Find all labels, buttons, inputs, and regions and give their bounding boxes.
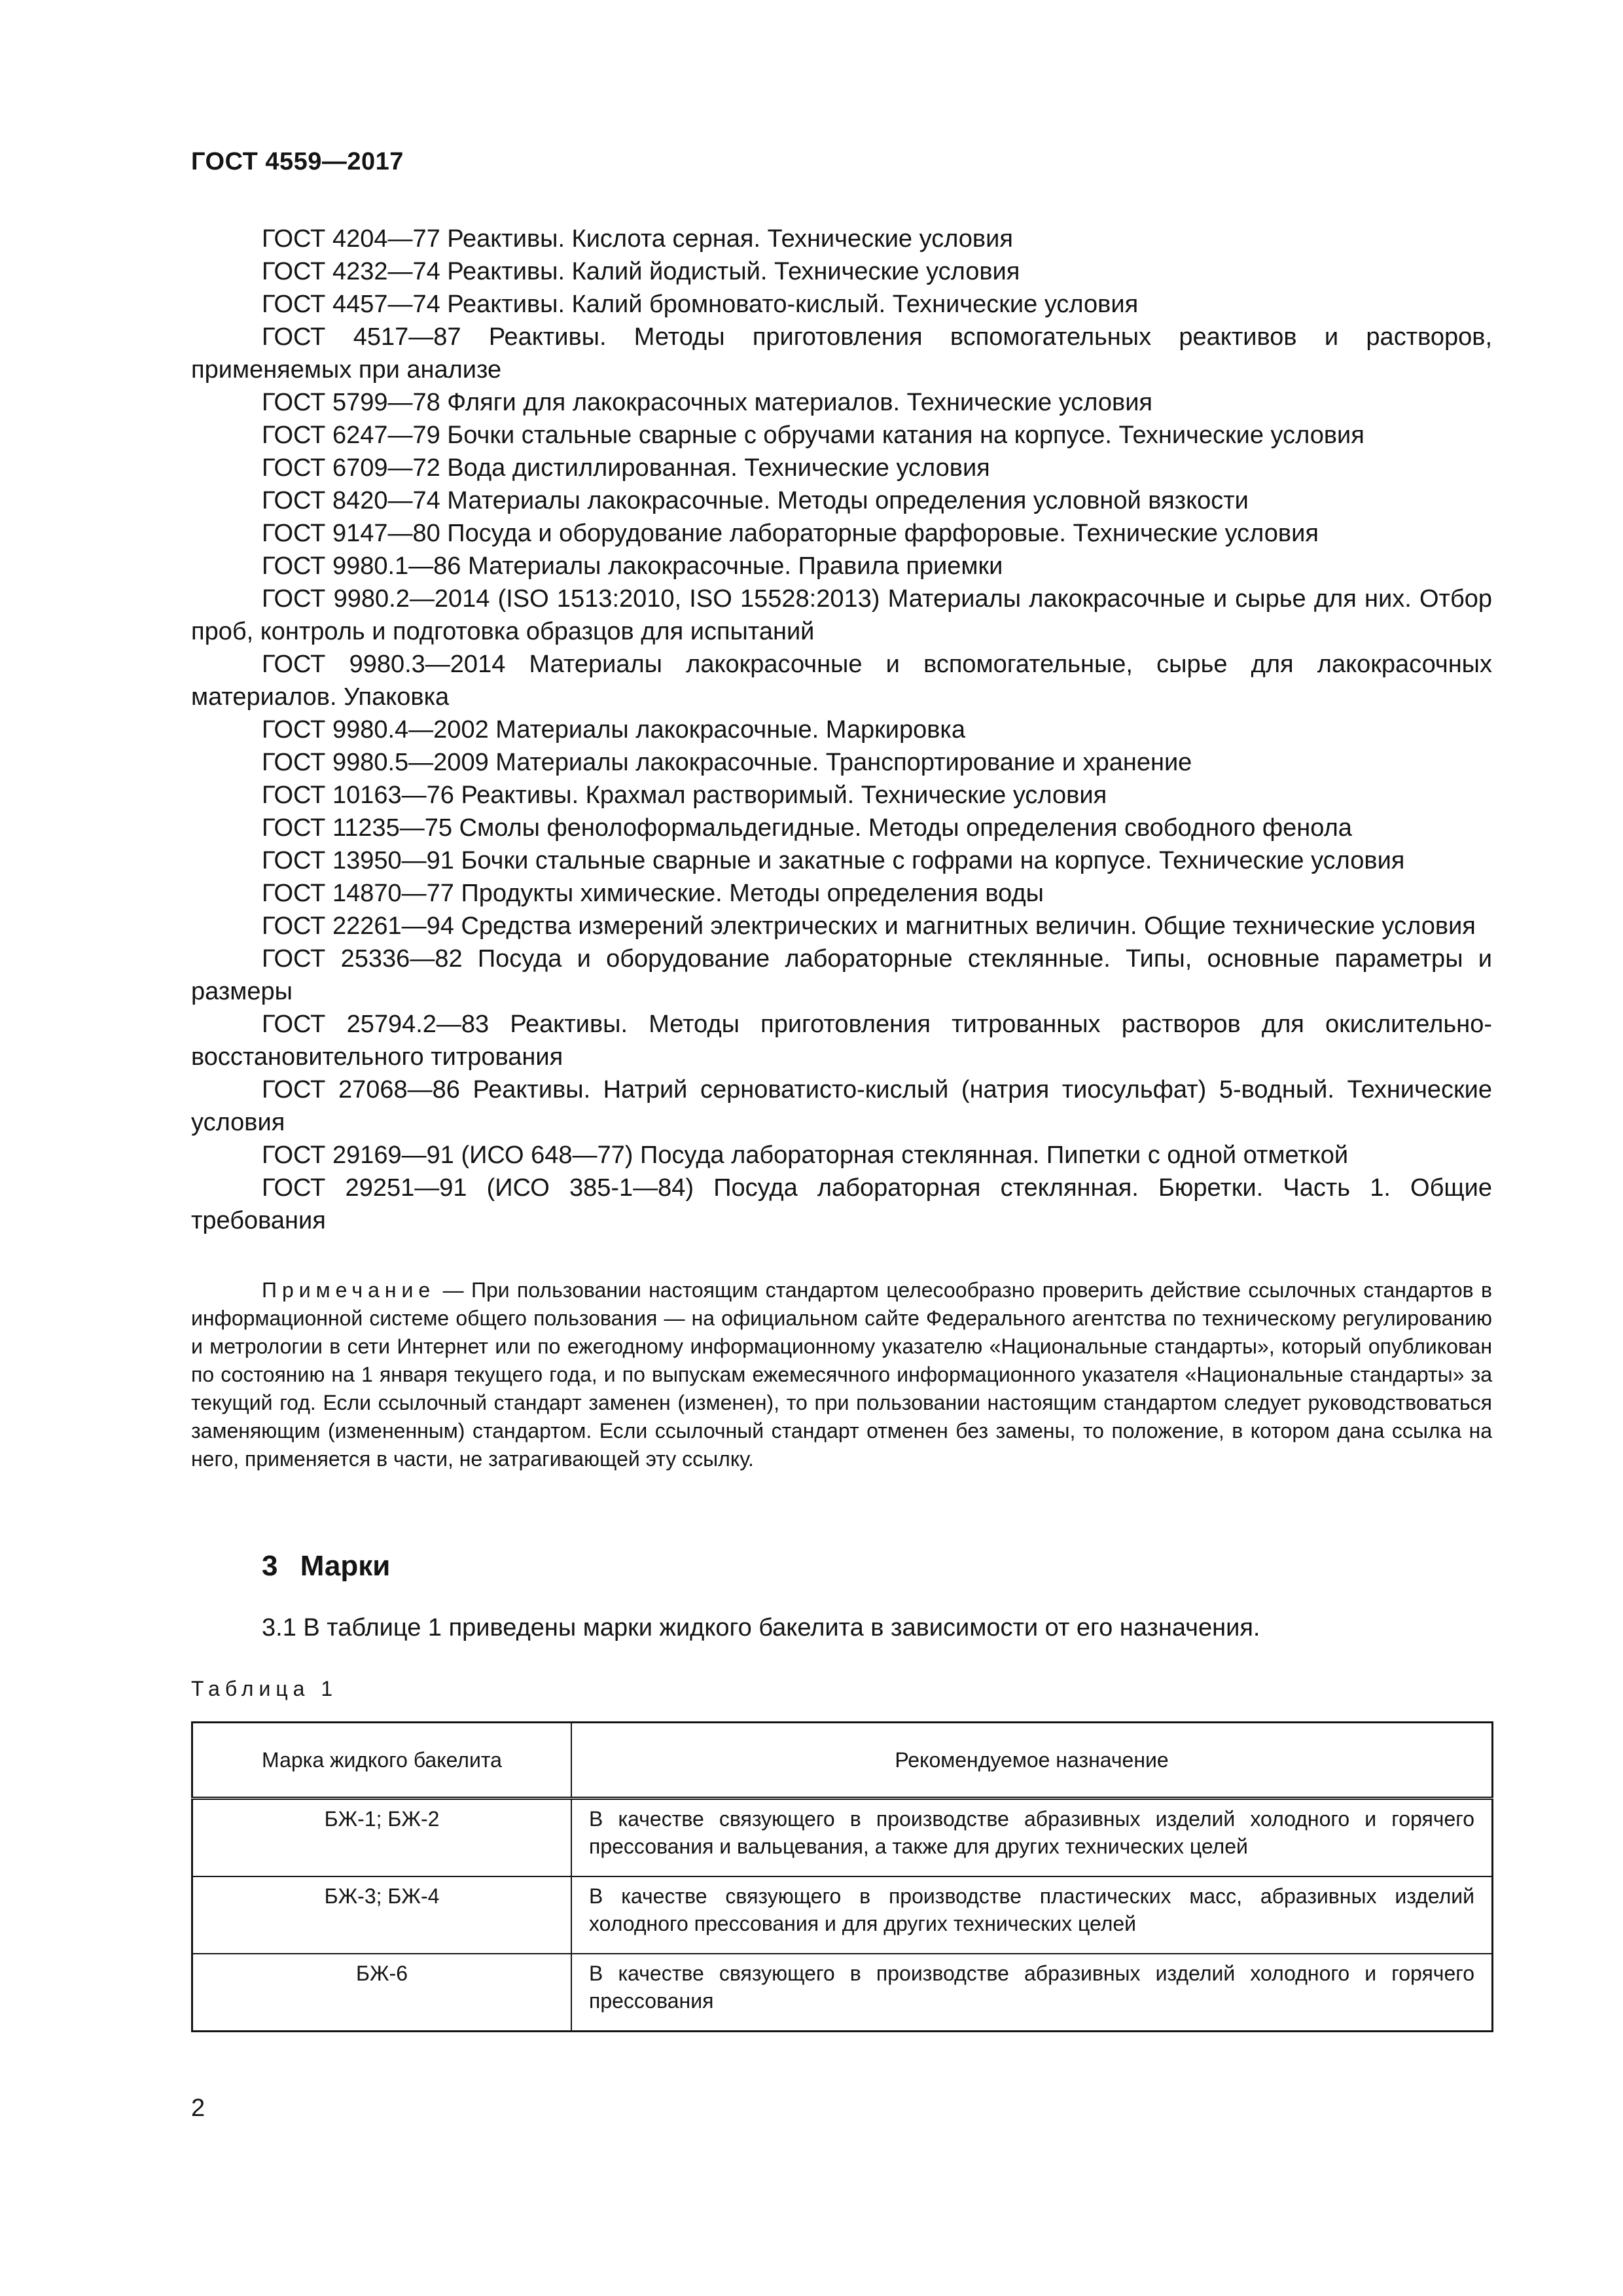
purpose-cell: В качестве связующего в производстве абразивных изделий холодного и горячего прессования (571, 1954, 1493, 2032)
purpose-cell: В качестве связующего в производстве пластических масс, абразивных изделий холодного прессования и для других технических целей (571, 1876, 1493, 1954)
reference-item: ГОСТ 4204—77 Реактивы. Кислота серная. Технические условия (262, 225, 1013, 253)
normative-references-list (191, 223, 1492, 1237)
reference-item: ГОСТ 25336—82 Посуда и оборудование лабораторные стеклянные. Типы, основные параметры и размеры (191, 945, 1492, 1005)
reference-item: ГОСТ 13950—91 Бочки стальные сварные и закатные с гофрами на корпусе. Технические условия (262, 847, 1405, 874)
section-heading (262, 1550, 390, 1583)
table-row (192, 1876, 1493, 1954)
reference-item: ГОСТ 22261—94 Средства измерений электрических и магнитных величин. Общие технические условия (262, 912, 1476, 940)
note-label: Примечание (262, 1278, 436, 1302)
reference-item: ГОСТ 8420—74 Материалы лакокрасочные. Методы определения условной вязкости (262, 487, 1249, 514)
reference-item: ГОСТ 6709—72 Вода дистиллированная. Технические условия (262, 454, 990, 482)
reference-item: ГОСТ 9980.2—2014 (ISO 1513:2010, ISO 15528:2013) Материалы лакокрасочные и сырье для них. Отбор проб, контроль и подготовка образцов для испытаний (191, 585, 1492, 645)
reference-item: ГОСТ 9147—80 Посуда и оборудование лабораторные фарфоровые. Технические условия (262, 520, 1319, 547)
table-row (192, 1799, 1493, 1877)
reference-item: ГОСТ 25794.2—83 Реактивы. Методы приготовления титрованных растворов для окислительно-восстановительного титрования (191, 1011, 1492, 1071)
page-number: 2 (191, 2094, 205, 2122)
reference-item: ГОСТ 4517—87 Реактивы. Методы приготовления вспомогательных реактивов и растворов, применяемых при анализе (191, 323, 1492, 384)
grade-cell: БЖ-1; БЖ-2 (192, 1799, 572, 1877)
reference-item: ГОСТ 29251—91 (ИСО 385-1—84) Посуда лабораторная стеклянная. Бюретки. Часть 1. Общие требования (191, 1174, 1492, 1234)
reference-item: ГОСТ 5799—78 Фляги для лакокрасочных материалов. Технические условия (262, 389, 1153, 416)
reference-item: ГОСТ 10163—76 Реактивы. Крахмал растворимый. Технические условия (262, 781, 1107, 809)
reference-item: ГОСТ 29169—91 (ИСО 648—77) Посуда лабораторная стеклянная. Пипетки с одной отметкой (262, 1141, 1349, 1169)
note-paragraph (191, 1276, 1492, 1473)
reference-item: ГОСТ 14870—77 Продукты химические. Методы определения воды (262, 880, 1044, 907)
grade-cell: БЖ-6 (192, 1954, 572, 2032)
grade-cell: БЖ-3; БЖ-4 (192, 1876, 572, 1954)
reference-item: ГОСТ 27068—86 Реактивы. Натрий серноватисто-кислый (натрия тиосульфат) 5-водный. Технические условия (191, 1076, 1492, 1136)
reference-item: ГОСТ 9980.4—2002 Материалы лакокрасочные. Маркировка (262, 716, 966, 744)
reference-item: ГОСТ 9980.3—2014 Материалы лакокрасочные и вспомогательные, сырье для лакокрасочных материалов. Упаковка (191, 651, 1492, 711)
table-header-row (192, 1723, 1493, 1799)
reference-item: ГОСТ 4232—74 Реактивы. Калий йодистый. Технические условия (262, 258, 1020, 285)
bakelite-grades-table (191, 1721, 1493, 2032)
table-caption: Таблица 1 (191, 1677, 338, 1700)
header-grade: Марка жидкого бакелита (192, 1723, 572, 1799)
header-purpose: Рекомендуемое назначение (571, 1723, 1493, 1799)
note-text: — При пользовании настоящим стандартом целесообразно проверить действие ссылочных стандартов в информационной системе общего пользования — на официальном сайте Федерального агентства по техническому регулированию и метрологии в сети Интернет или по ежегодному информационному указателю «Национальные стандарты», который опубликован по состоянию на 1 января текущего года, и по выпускам ежемесячного информационного указателя «Национальные стандарты» за текущий год. Если ссылочный стандарт заменен (изменен), то при пользовании настоящим стандартом следует руководствоваться заменяющим (измененным) стандартом. Если ссылочный стандарт отменен без замены, то положение, в котором дана ссылка на него, применяется в части, не затрагивающей эту ссылку. (191, 1278, 1493, 1471)
reference-item: ГОСТ 6247—79 Бочки стальные сварные с обручами катания на корпусе. Технические условия (262, 422, 1364, 449)
purpose-cell: В качестве связующего в производстве абразивных изделий холодного и горячего прессования и вальцевания, а также для других технических целей (571, 1799, 1493, 1877)
reference-item: ГОСТ 9980.5—2009 Материалы лакокрасочные. Транспортирование и хранение (262, 749, 1192, 776)
table-row (192, 1954, 1493, 2032)
section-number: 3 (262, 1550, 278, 1582)
reference-item: ГОСТ 9980.1—86 Материалы лакокрасочные. Правила приемки (262, 552, 1003, 580)
document-header: ГОСТ 4559—2017 (191, 148, 404, 175)
section-title: Марки (300, 1550, 391, 1582)
reference-item: ГОСТ 11235—75 Смолы фенолоформальдегидные. Методы определения свободного фенола (262, 814, 1352, 842)
reference-item: ГОСТ 4457—74 Реактивы. Калий бромновато-кислый. Технические условия (262, 291, 1139, 318)
paragraph-3-1: 3.1 В таблице 1 приведены марки жидкого бакелита в зависимости от его назначения. (262, 1614, 1260, 1641)
